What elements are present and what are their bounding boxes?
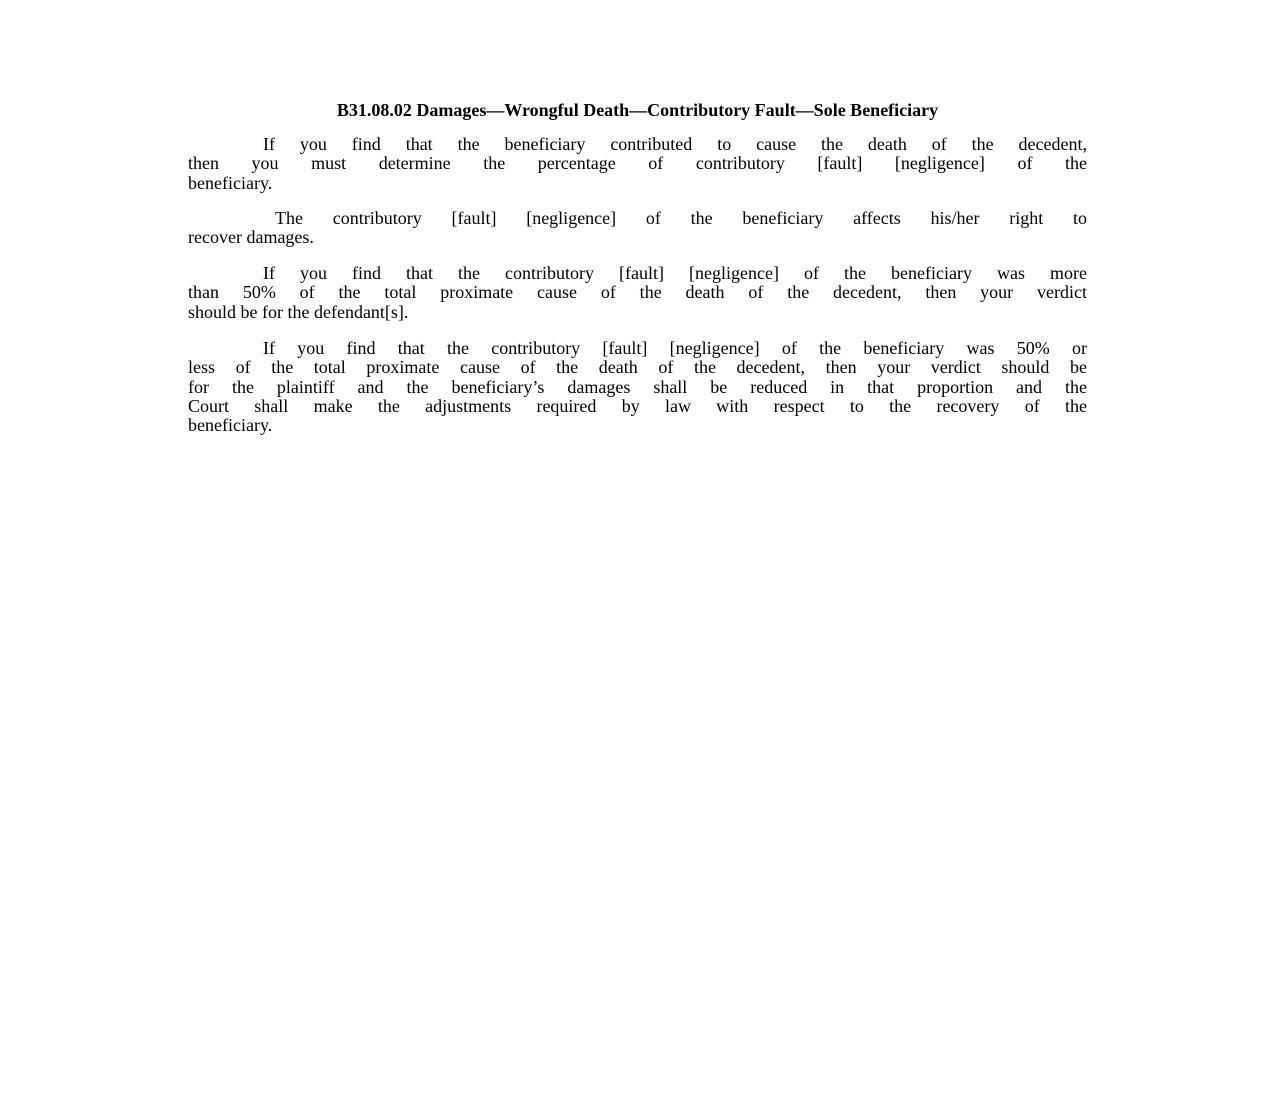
paragraph-1 — [188, 135, 1087, 193]
text-line: If you find that the contributory [fault] [negligence] of the beneficiary was 50% or — [263, 338, 1087, 358]
paragraph-4 — [188, 339, 1087, 435]
paragraph-3 — [188, 264, 1087, 322]
text-line: should be for the defendant[s]. — [188, 301, 409, 322]
text-line: If you find that the contributory [fault] [negligence] of the beneficiary was more — [263, 263, 1087, 283]
text-line: than 50% of the total proximate cause of the death of the decedent, then your verdict — [188, 282, 1087, 303]
text-line: for the plaintiff and the beneficiary’s damages shall be reduced in that proportion and the — [188, 376, 1087, 397]
document-title: B31.08.02 Damages—Wrongful Death—Contributory Fault—Sole Beneficiary — [336, 100, 939, 120]
text-line: Court shall make the adjustments required by law with respect to the recovery of the — [188, 395, 1087, 416]
text-line: The contributory [fault] [negligence] of the beneficiary affects his/her right to — [275, 208, 1087, 228]
text-line: beneficiary. — [188, 172, 273, 193]
text-line: recover damages. — [188, 227, 314, 248]
text-line: beneficiary. — [188, 415, 273, 436]
text-line: then you must determine the percentage of contributory [fault] [negligence] of the — [188, 153, 1087, 174]
paragraph-2 — [188, 209, 1087, 248]
text-line: less of the total proximate cause of the death of the decedent, then your verdict should be — [188, 357, 1087, 378]
text-line: If you find that the beneficiary contributed to cause the death of the decedent, — [263, 134, 1087, 154]
